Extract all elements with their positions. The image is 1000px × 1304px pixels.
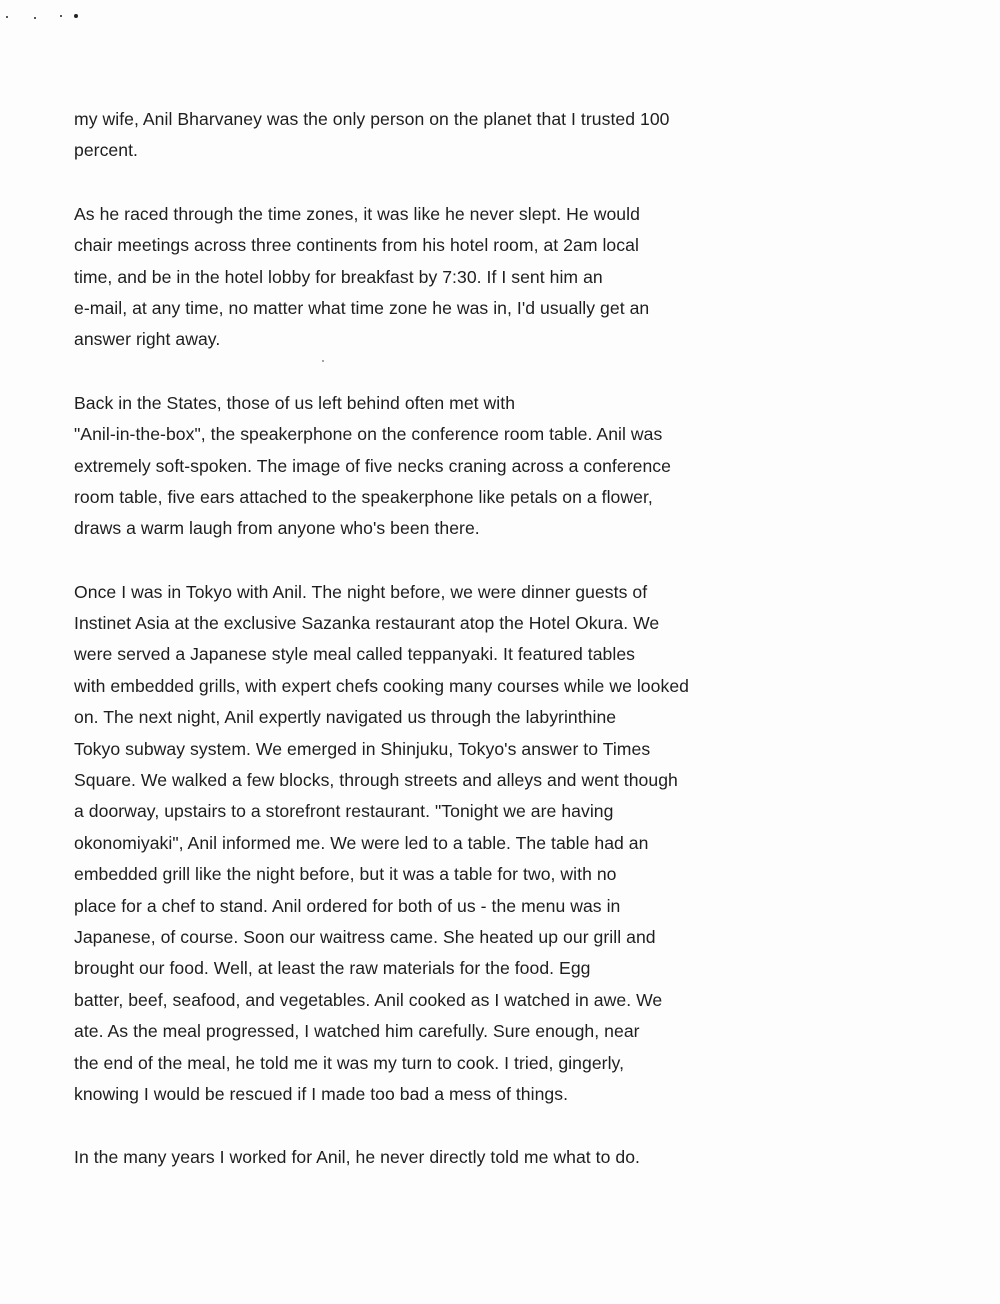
text-line: "Anil-in-the-box", the speakerphone on the conference room table. Anil was: [74, 424, 663, 445]
paragraph: [74, 388, 764, 545]
text-line: e-mail, at any time, no matter what time zone he was in, I'd usually get an: [74, 297, 650, 318]
text-line: ate. As the meal progressed, I watched him carefully. Sure enough, near: [74, 1021, 640, 1042]
paragraph: [74, 1142, 764, 1173]
paragraph-gap: [74, 1110, 764, 1142]
text-line: Back in the States, those of us left behind often met with: [74, 392, 516, 413]
text-line: time, and be in the hotel lobby for breakfast by 7:30. If I sent him an: [74, 266, 603, 287]
scan-speck: [6, 16, 8, 18]
text-line: okonomiyaki", Anil informed me. We were led to a table. The table had an: [74, 832, 649, 853]
paragraph-gap: [74, 356, 764, 388]
text-line: with embedded grills, with expert chefs cooking many courses while we looked: [74, 675, 689, 696]
paragraph-gap: [74, 545, 764, 577]
text-line: batter, beef, seafood, and vegetables. Anil cooked as I watched in awe. We: [74, 989, 663, 1010]
text-line: place for a chef to stand. Anil ordered for both of us - the menu was in: [74, 895, 621, 916]
text-line: a doorway, upstairs to a storefront restaurant. "Tonight we are having: [74, 801, 614, 822]
text-line: chair meetings across three continents from his hotel room, at 2am local: [74, 235, 639, 256]
body-text: [74, 104, 764, 1174]
scan-speck: [34, 17, 36, 19]
text-line: answer right away.: [74, 329, 221, 350]
text-line: draws a warm laugh from anyone who's been there.: [74, 518, 480, 539]
paragraph: [74, 199, 764, 356]
text-line: brought our food. Well, at least the raw materials for the food. Egg: [74, 958, 591, 979]
scan-speck: [74, 14, 78, 18]
text-line: knowing I would be rescued if I made too bad a mess of things.: [74, 1083, 569, 1104]
text-line: my wife, Anil Bharvaney was the only person on the planet that I trusted 100: [74, 109, 670, 129]
text-line: Tokyo subway system. We emerged in Shinjuku, Tokyo's answer to Times: [74, 738, 651, 759]
text-line: room table, five ears attached to the speakerphone like petals on a flower,: [74, 486, 653, 507]
text-line: were served a Japanese style meal called teppanyaki. It featured tables: [74, 644, 636, 665]
text-line: Instinet Asia at the exclusive Sazanka restaurant atop the Hotel Okura. We: [74, 613, 660, 634]
text-line: As he raced through the time zones, it was like he never slept. He would: [74, 203, 640, 224]
text-line: Square. We walked a few blocks, through streets and alleys and went though: [74, 770, 678, 791]
paragraph: [74, 577, 764, 1111]
text-line: Once I was in Tokyo with Anil. The night before, we were dinner guests of: [74, 581, 648, 602]
text-line: Japanese, of course. Soon our waitress came. She heated up our grill and: [74, 926, 656, 947]
paragraph: [74, 104, 764, 167]
text-line: on. The next night, Anil expertly navigated us through the labyrinthine: [74, 707, 617, 728]
text-line: embedded grill like the night before, but it was a table for two, with no: [74, 864, 617, 885]
paragraph-gap: [74, 167, 764, 199]
text-line: In the many years I worked for Anil, he never directly told me what to do.: [74, 1147, 640, 1168]
scan-speck: [60, 15, 62, 17]
text-line: the end of the meal, he told me it was my turn to cook. I tried, gingerly,: [74, 1052, 625, 1073]
text-line: percent.: [74, 140, 138, 161]
text-line: extremely soft-spoken. The image of five necks craning across a conference: [74, 455, 671, 476]
